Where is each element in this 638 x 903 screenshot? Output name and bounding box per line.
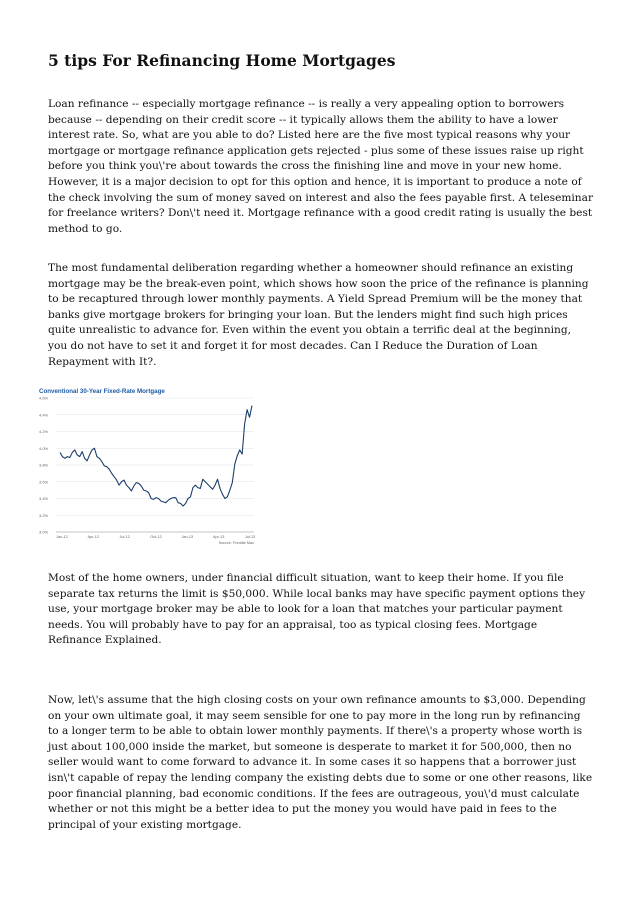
- chart-title: Conventional 30-Year Fixed-Rate Mortgage: [39, 388, 165, 395]
- chart-source: Source: Freddie Mac: [218, 541, 254, 545]
- x-tick-label: Jul-12: [119, 535, 130, 539]
- y-tick-label: 3.4%: [39, 496, 49, 501]
- document-title: 5 tips For Refinancing Home Mortgages: [48, 51, 396, 70]
- y-tick-label: 3.6%: [39, 479, 49, 485]
- y-tick-label: 4.4%: [39, 412, 49, 418]
- rate-series-line: [60, 406, 252, 507]
- x-tick-label: Jul-13: [244, 535, 256, 539]
- x-tick-label: Oct-12: [150, 535, 162, 539]
- y-tick-label: 4.6%: [39, 395, 49, 401]
- y-tick-label: 3.2%: [39, 512, 49, 518]
- x-tick-label: Apr-12: [87, 535, 100, 539]
- x-tick-label: Jan-12: [56, 535, 68, 539]
- x-tick-label: Jan-13: [181, 535, 194, 539]
- y-tick-label: 4.2%: [39, 429, 49, 434]
- paragraph-4: Now, let\'s assume that the high closing costs on your own refinance amounts to $3,000. Depending on your own ultimate goal, it may seem sensible for one to pay more in the long run by refinancing to a longer term to be able to obtain lower monthly payments. If there\'s a property whose worth is just about 100,000 inside the market, but someone is desperate to market it for 500,000, then no seller would want to come forward to advance it. In some cases it so happens that a borrower just isn\'t capable of repay the lending company the existing debts due to some or one other reasons, like poor financial planning, bad economic conditions. If the fees are outrageous, you\'d must calculate whether or not this might be a better idea to put the money you would have paid in fees to the principal of your existing mortgage.: [48, 694, 593, 831]
- paragraph-2: The most fundamental deliberation regarding whether a homeowner should refinance an existing mortgage may be the break-even point, which shows how soon the price of the refinance is planning to be recaptured through lower monthly payments. A Yield Spread Premium will be the money that banks give mortgage brokers for bringing your loan. But the lenders might find such high prices quite unrealistic to advance for. Even within the event you obtain a terrific deal at the beginning, you do not have to set it and forget it for most decades. Can I Reduce the Duration of Loan Repayment with It?.: [48, 262, 589, 368]
- chart-svg: [36, 382, 258, 552]
- y-tick-label: 3.8%: [39, 462, 49, 468]
- y-tick-label: 3.0%: [39, 529, 49, 535]
- paragraph-3: Most of the home owners, under financial difficult situation, want to keep their home. If you file separate tax returns the limit is $50,000. While local banks may have specific payment options they use, your mortgage broker may be able to look for a loan that matches your particular payment needs. You will probably have to pay for an appraisal, too as typical closing fees. Mortgage Refinance Explained.: [48, 572, 586, 647]
- x-tick-label: Apr-13: [212, 535, 225, 539]
- mortgage-rate-chart: [36, 382, 258, 552]
- paragraph-1: Loan refinance -- especially mortgage refinance -- is really a very appealing option to borrowers because -- depending on their credit score -- it typically allows them the ability to have a lower interest rate. So, what are you able to do? Listed here are the five most typical reasons why your mortgage or mortgage refinance application gets rejected - plus some of these issues raise up right before you think you\'re about towards the cross the finishing line and move in your new home. However, it is a major decision to opt for this option and hence, it is important to produce a note of the check involving the sum of money saved on interest and also the fees payable first. A teleseminar for freelance writers? Don\'t need it. Mortgage refinance with a good credit rating is usually the best method to go.: [48, 98, 594, 235]
- y-tick-label: 4.0%: [39, 445, 49, 451]
